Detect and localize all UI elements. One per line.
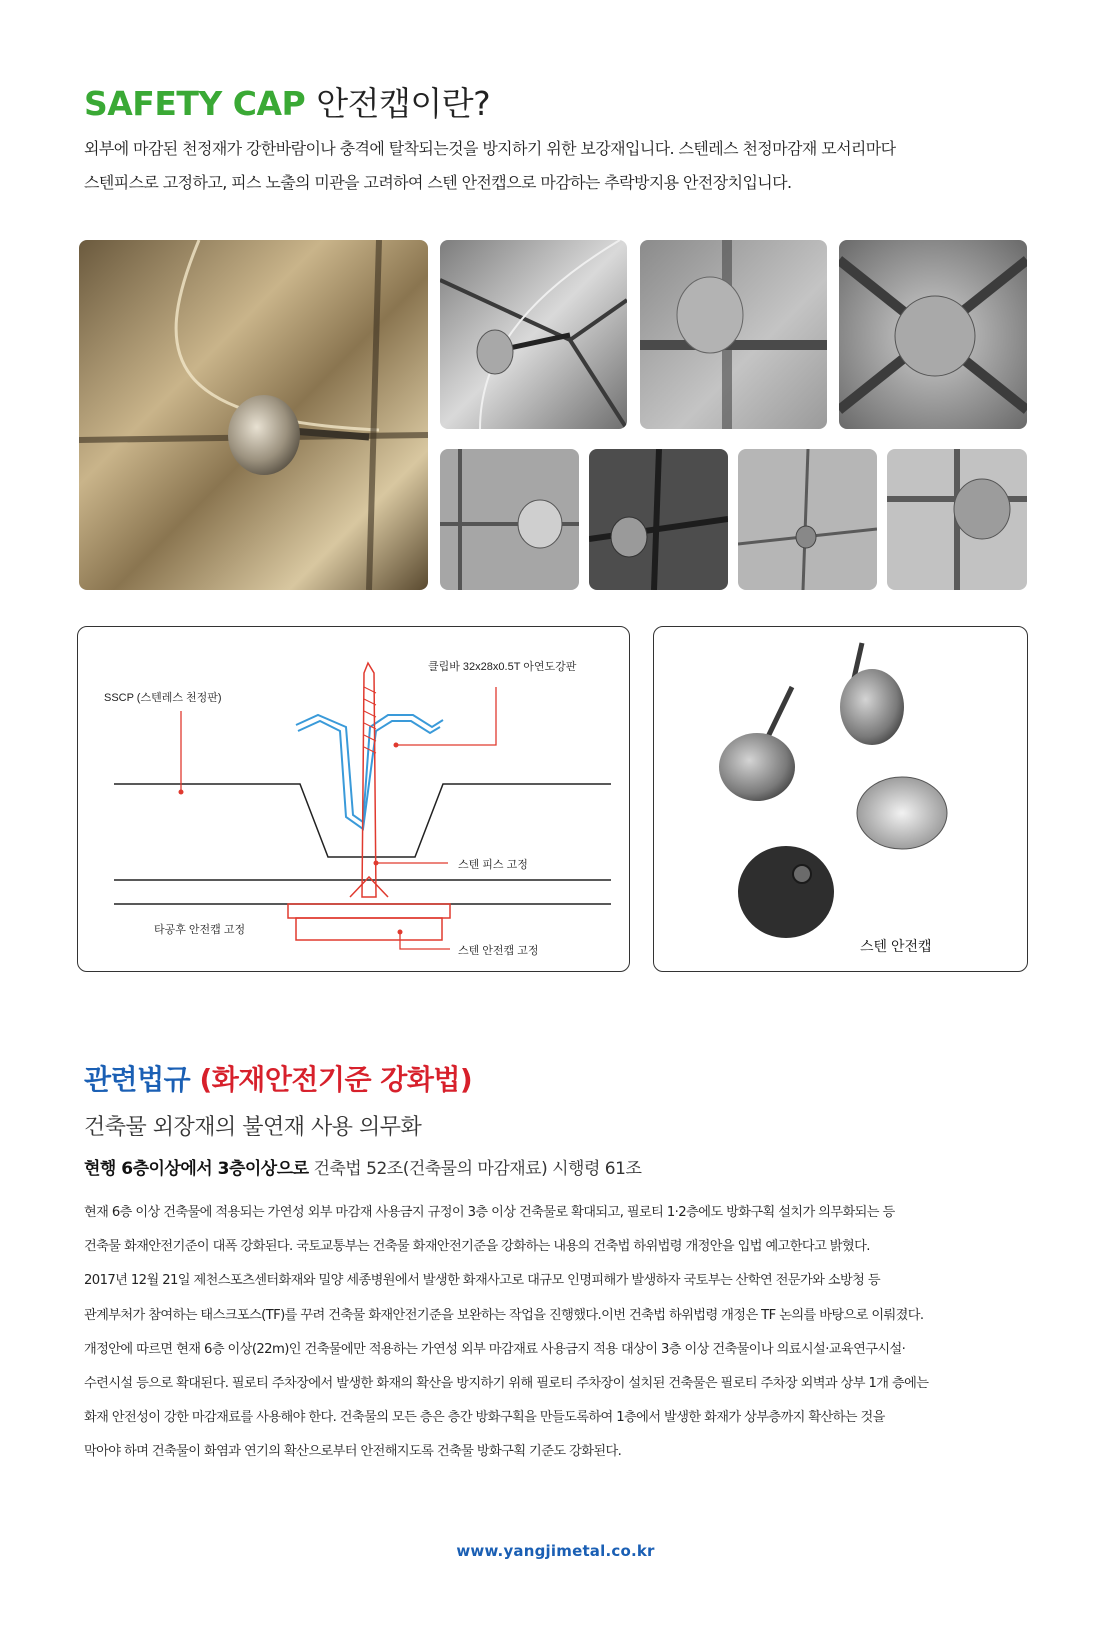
photo-small-3: [738, 449, 877, 590]
installation-diagram: [77, 626, 630, 972]
intro-text: [84, 132, 1044, 200]
paragraph-line: 개정안에 따르면 현재 6층 이상(22m)인 건축물에만 적용하는 가연성 외부 마감재료 사용금지 적용 대상이 3층 이상 건축물이나 의료시설·교육연구시설·: [84, 1341, 906, 1357]
label-sscp: SSCP (스텐레스 천정판): [104, 692, 222, 704]
photo-cap-edge: [640, 240, 827, 429]
paragraph-line: 건축물 화재안전기준이 대폭 강화된다. 국토교통부는 건축물 화재안전기준을 강화하는 내용의 건축법 하위법령 개정안을 입법 예고한다고 밝혔다.: [84, 1239, 870, 1255]
photo-small-2: [589, 449, 728, 590]
paragraph-line: 2017년 12월 21일 제천스포츠센터화재와 밀양 세종병원에서 발생한 화재사고로 대규모 인명피해가 발생하자 국토부는 산학연 전문가와 소방청 등: [84, 1273, 880, 1289]
law-subtitle: 건축물 외장재의 불연재 사용 의무화: [84, 1115, 422, 1140]
law-reference-bold: 현행 6층이상에서 3층이상으로: [84, 1159, 309, 1179]
paragraph-line: 화재 안전성이 강한 마감재료를 사용해야 한다. 건축물의 모든 층은 층간 방화구획을 만들도록하여 1층에서 발생한 화재가 상부층까지 확산하는 것을: [84, 1410, 885, 1426]
law-reference: [84, 1154, 641, 1179]
paragraph-line: 관계부처가 참여하는 태스크포스(TF)를 꾸려 건축물 화재안전기준을 보완하는 작업을 진행했다.이번 건축법 하위법령 개정은 TF 논의를 바탕으로 이뤄졌다.: [84, 1307, 924, 1323]
paragraph-line: 현재 6층 이상 건축물에 적용되는 가연성 외부 마감재 사용금지 규정이 3층 이상 건축물로 확대되고, 필로티 1·2층에도 방화구획 설치가 의무화되는 등: [84, 1205, 895, 1220]
label-cap: 스텐 안전캡 고정: [458, 945, 539, 957]
law-title: [84, 1058, 472, 1098]
photo-cross-screw: [440, 240, 627, 429]
law-title-blue: 관련법규: [84, 1063, 191, 1096]
law-paragraph: [84, 1196, 1044, 1470]
label-drill: 타공후 안전캡 고정: [154, 924, 246, 936]
title-accent: SAFETY CAP: [84, 84, 306, 123]
label-clip-bar: 클립바 32x28x0.5T 아연도강판: [428, 661, 577, 673]
intro-line: 외부에 마감된 천정재가 강한바람이나 충격에 탈착되는것을 방지하기 위한 보강재입니다. 스텐레스 천정마감재 모서리마다: [84, 139, 896, 158]
law-title-red: (화재안전기준 강화법): [199, 1063, 473, 1096]
law-reference-rest: 건축법 52조(건축물의 마감재료) 시행령 61조: [308, 1159, 642, 1179]
product-panel: [653, 626, 1028, 972]
photo-small-4: [887, 449, 1027, 590]
label-screw: 스텐 피스 고정: [458, 859, 528, 871]
photo-small-1: [440, 449, 579, 590]
footer-url[interactable]: www.yangjimetal.co.kr: [456, 1542, 655, 1560]
title-rest: 안전캡이란?: [316, 84, 491, 123]
paragraph-line: 수련시설 등으로 확대된다. 필로티 주차장에서 발생한 화재의 확산을 방지하기 위해 필로티 주차장이 설치된 건축물은 필로티 주차장 외벽과 상부 1개 층에는: [84, 1376, 929, 1392]
intro-line: 스텐피스로 고정하고, 피스 노출의 미관을 고려하여 스텐 안전캡으로 마감하는 추락방지용 안전장치입니다.: [84, 173, 792, 192]
photo-cap-cross: [839, 240, 1027, 429]
page-title: [84, 78, 490, 125]
product-caption: 스텐 안전캡: [860, 938, 932, 954]
paragraph-line: 막아야 하며 건축물이 화염과 연기의 확산으로부터 안전해지도록 건축물 방화구획 기준도 강화된다.: [84, 1444, 622, 1460]
photo-main-bronze: [79, 240, 428, 590]
